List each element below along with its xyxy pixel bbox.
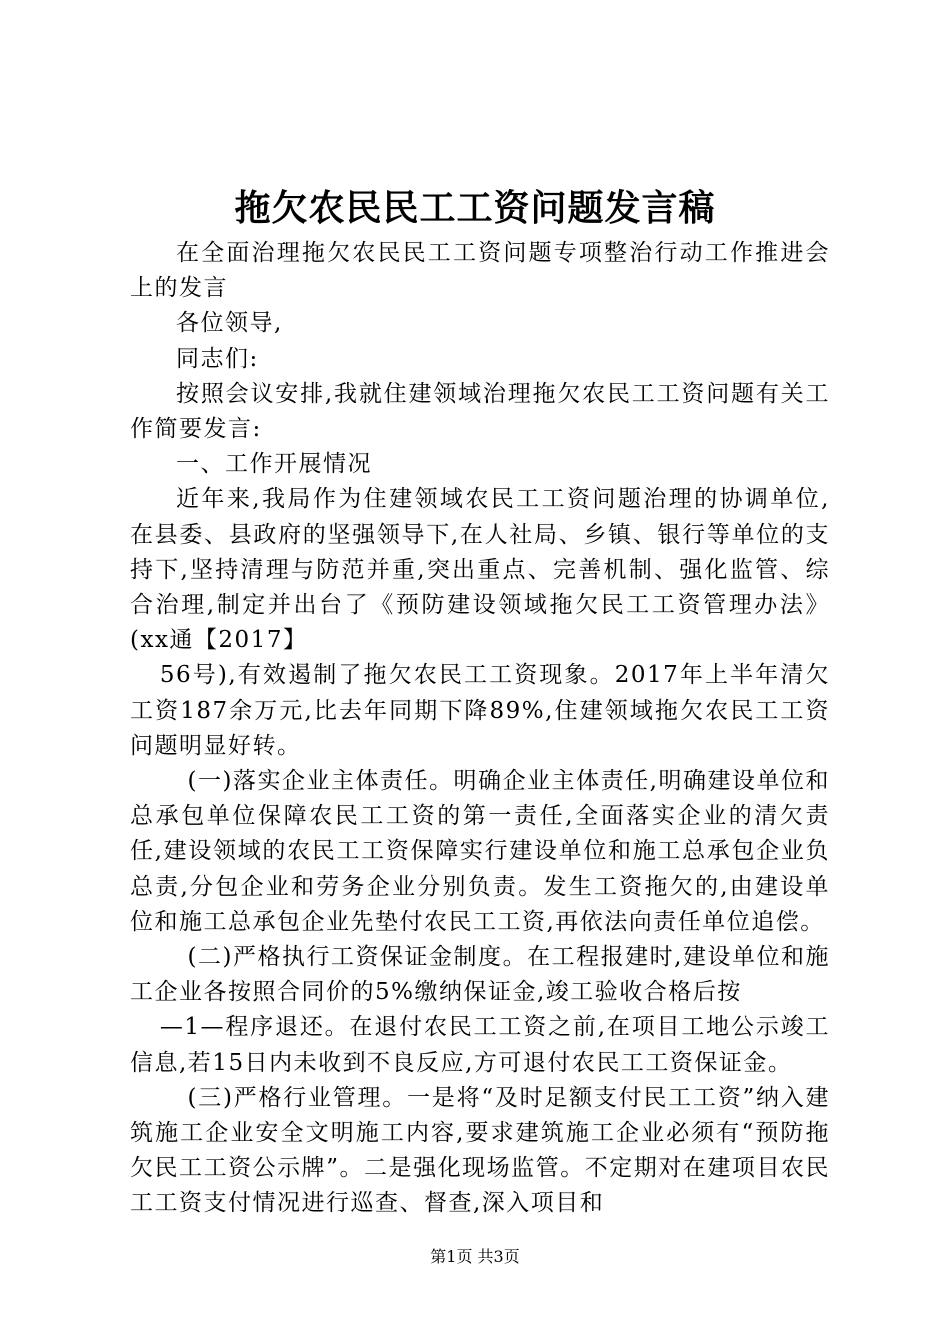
paragraph-results: 56号),有效遏制了拖欠农民工工资现象。2017年上半年清欠工资187余万元,比去年同期下降89%,住建领域拖欠农民工工资问题明显好转。 [130, 662, 830, 759]
paragraph-subtitle: 在全面治理拖欠农民民工工资问题专项整治行动工作推进会上的发言 [130, 240, 830, 302]
paragraph-item-3: (三)严格行业管理。一是将“及时足额支付民工工资”纳入建筑施工企业安全文明施工内容,要求建筑施工企业必须有“预防拖欠民工工资公示牌”。二是强化现场监管。不定期对在建项目农民工工资支付情况进行巡查、督查,深入项目和 [130, 1084, 830, 1217]
paragraph-item-2: (二)严格执行工资保证金制度。在工程报建时,建设单位和施工企业各按照合同价的5%缴纳保证金,竣工验收合格后按 [130, 944, 830, 1006]
document-title: 拖欠农民民工工资问题发言稿 [234, 187, 716, 229]
section-heading-work-progress: 一、工作开展情况 [176, 451, 372, 478]
paragraph-salutation-comrades: 同志们: [176, 345, 259, 372]
paragraph-recent-years: 近年来,我局作为住建领域农民工工资问题治理的协调单位,在县委、县政府的坚强领导下,在人社局、乡镇、银行等单位的支持下,坚持清理与防范并重,突出重点、完善机制、强化监管、综合治理,制定并出台了《预防建设领域拖欠民工工资管理办法》(xx通【2017】 [130, 486, 830, 654]
paragraph-item-2-continued: —1—程序退还。在退付农民工工资之前,在项目工地公示竣工信息,若15日内未收到不良反应,方可退付农民工工资保证金。 [130, 1014, 830, 1076]
paragraph-intro: 按照会议安排,我就住建领域治理拖欠农民工工资问题有关工作简要发言: [130, 380, 830, 443]
document-body [130, 236, 830, 1222]
paragraph-item-1: (一)落实企业主体责任。明确企业主体责任,明确建设单位和总承包单位保障农民工工资的第一责任,全面落实企业的清欠责任,建设领域的农民工工资保障实行建设单位和施工总承包企业负总责,分包企业和劳务企业分别负责。发生工资拖欠的,由建设单位和施工总承包企业先垫付农民工工资,再依法向责任单位追偿。 [130, 768, 830, 935]
paragraph-salutation-leaders: 各位领导, [176, 310, 283, 337]
page-footer: 第1页 共3页 [430, 1247, 520, 1266]
